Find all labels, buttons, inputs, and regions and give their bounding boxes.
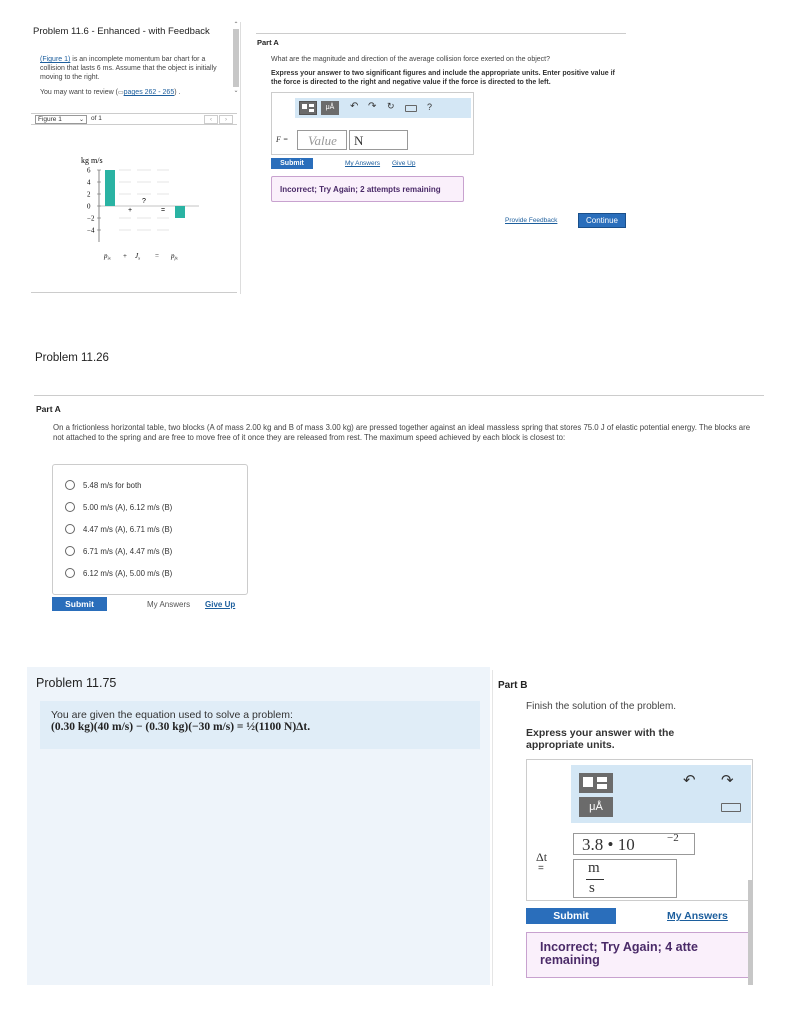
- given-equation: (0.30 kg)(40 m/s) − (0.30 kg)(−30 m/s) = ½(1100 N)Δt.: [51, 721, 311, 733]
- chart-unit-label: kg m/s: [81, 156, 103, 165]
- label-equals: =: [155, 252, 159, 260]
- problem-11-26-submit-button[interactable]: Submit: [52, 597, 107, 611]
- radio-button[interactable]: [65, 524, 75, 534]
- reset-icon[interactable]: ↻: [387, 101, 395, 111]
- label-sub-fx: fx: [174, 255, 178, 261]
- part-b-undo-icon[interactable]: ↶: [683, 772, 696, 789]
- help-icon[interactable]: ?: [427, 102, 433, 112]
- scroll-down-icon: ⌄: [233, 88, 239, 94]
- pages-link[interactable]: pages 262 - 265: [123, 89, 175, 96]
- option-label: 5.48 m/s for both: [83, 480, 142, 490]
- intro-paragraph: [40, 55, 230, 82]
- incorrect-feedback-text: Incorrect; Try Again; 2 attempts remaining: [280, 185, 441, 194]
- part-b-answer-box: [526, 759, 753, 901]
- part-b-my-answers[interactable]: My Answers: [667, 910, 728, 922]
- part-b-feedback-text: Incorrect; Try Again; 4 atte remaining: [540, 940, 698, 967]
- option-row[interactable]: [65, 545, 172, 557]
- part-b-unit-input[interactable]: [573, 859, 677, 898]
- radio-button[interactable]: [65, 546, 75, 556]
- part-b-keyboard-icon[interactable]: [721, 803, 741, 812]
- scroll-up-icon: ⌃: [233, 22, 239, 28]
- part-a-submit-button[interactable]: Submit: [271, 158, 313, 169]
- given-text: You are given the equation used to solve a problem:: [51, 709, 293, 721]
- redo-icon[interactable]: ↷: [368, 101, 377, 112]
- scroll-thumb[interactable]: [233, 29, 239, 87]
- template-icon-b: [309, 104, 314, 107]
- figure-select[interactable]: [35, 115, 87, 124]
- part-a-divider: [256, 33, 626, 34]
- figure-1-link[interactable]: (Figure 1): [40, 56, 71, 63]
- figure-next-button[interactable]: [219, 115, 233, 124]
- label-plus: +: [123, 252, 127, 260]
- chart-equals-sign: =: [161, 207, 166, 214]
- unit-denominator: s: [589, 880, 595, 896]
- unit-input[interactable]: [349, 130, 408, 150]
- part-b-units-label: μÅ: [589, 801, 603, 813]
- problem-11-75-panel: [27, 667, 490, 985]
- figure-select-value: Figure 1: [38, 116, 62, 123]
- problem-11-26-my-answers[interactable]: My Answers: [147, 600, 191, 609]
- part-b-units-button[interactable]: [579, 797, 613, 817]
- option-label: 6.12 m/s (A), 5.00 m/s (B): [83, 568, 173, 578]
- template-icon-c: [309, 109, 314, 112]
- part-b-scrollbar[interactable]: [748, 880, 753, 985]
- units-button-label: μÅ: [325, 104, 335, 111]
- figure-prev-button[interactable]: [204, 115, 218, 124]
- left-panel-scrollbar[interactable]: [232, 22, 240, 102]
- problem-11-75-given-box: [40, 701, 480, 749]
- label-sub-x: x: [138, 255, 141, 261]
- label-p: p: [104, 252, 108, 260]
- y-tick-label: 2: [87, 190, 91, 199]
- radio-button[interactable]: [65, 480, 75, 490]
- equation-toolbar: [295, 98, 471, 118]
- svg-text:pfx: [170, 252, 178, 261]
- y-tick-label: 4: [87, 178, 91, 187]
- part-a-instructions: Express your answer to two significant figures and include the appropriate units. Enter positive value if the force is directed to the right and negative value if the force is directed to the left.: [271, 70, 615, 86]
- label-p-f: p: [171, 252, 175, 260]
- y-tick-label: 0: [87, 202, 91, 211]
- part-b-toolbar: [571, 765, 751, 823]
- part-b-redo-icon[interactable]: ↷: [721, 772, 734, 789]
- label-j: J: [135, 252, 139, 260]
- bar-p-fx: [175, 206, 185, 218]
- option-row[interactable]: [65, 523, 172, 535]
- part-a-question: What are the magnitude and direction of the average collision force exerted on the object?: [271, 56, 551, 63]
- part-b-feedback-box: [526, 932, 753, 978]
- problem-11-75-title: Problem 11.75: [36, 676, 117, 690]
- option-row[interactable]: [65, 479, 142, 491]
- label-sub-ix: ix: [107, 255, 111, 261]
- value-input[interactable]: [297, 130, 347, 150]
- undo-icon[interactable]: ↶: [350, 101, 359, 112]
- y-tick-label: −2: [87, 214, 95, 223]
- problem-11-26-question: On a frictionless horizontal table, two blocks (A of mass 2.00 kg and B of mass 3.00 kg) are pressed together against an ideal massless spring that stores 75.0 J of elastic potential energy. The blocks are not attached to the spring and are free to move free of it once they are released from rest. The maximum speed achieved by each block is closest to:: [53, 423, 751, 442]
- delta-t-label: Δt: [536, 850, 548, 864]
- problem-11-26-give-up[interactable]: Give Up: [205, 600, 236, 609]
- y-tick-label: 6: [87, 166, 91, 175]
- problem-11-26-divider: [34, 395, 764, 396]
- template-button[interactable]: [299, 101, 317, 115]
- incorrect-feedback-box: [271, 176, 464, 202]
- answer-box: [271, 92, 474, 155]
- part-b-panel: [492, 670, 752, 986]
- chevron-down-icon: ⌄: [78, 117, 84, 123]
- part-a-label: Part A: [257, 38, 279, 47]
- svg-text:pix: [103, 252, 111, 261]
- units-button[interactable]: [321, 101, 339, 115]
- my-answers-link[interactable]: My Answers: [345, 160, 381, 167]
- delta-t-equals: =: [538, 863, 544, 874]
- radio-button[interactable]: [65, 568, 75, 578]
- radio-button[interactable]: [65, 502, 75, 512]
- part-b-question: Finish the solution of the problem.: [526, 701, 677, 712]
- chevron-right-icon: ›: [225, 117, 227, 123]
- template-icon-c: [597, 784, 607, 789]
- part-b-value: 3.8 • 10: [582, 835, 635, 854]
- x-axis-labels: [103, 252, 178, 261]
- template-icon-b: [597, 777, 607, 782]
- problem-11-26-title: Problem 11.26: [35, 352, 109, 364]
- chart-plus-sign: +: [128, 207, 133, 214]
- keyboard-icon[interactable]: [405, 105, 417, 112]
- momentum-bar-chart: [71, 154, 221, 264]
- give-up-link[interactable]: Give Up: [392, 160, 416, 167]
- part-b-instructions: Express your answer with the appropriate units.: [526, 727, 675, 751]
- problem-11-6-title: Problem 11.6 - Enhanced - with Feedback: [33, 26, 210, 37]
- review-prefix: You may want to review (: [40, 89, 118, 96]
- intro-text: is an incomplete momentum bar chart for a collision that lasts 6 ms. Assume that the object is initially moving to the right.: [40, 56, 217, 81]
- template-icon: [302, 104, 307, 109]
- force-variable-label: F =: [276, 135, 289, 144]
- problem-11-26-part-label: Part A: [36, 404, 61, 414]
- left-panel-bottom-border: [31, 292, 237, 293]
- figure-nav-bar: [31, 113, 237, 125]
- options-box: [52, 464, 248, 595]
- option-label: 5.00 m/s (A), 6.12 m/s (B): [83, 502, 173, 512]
- option-label: 4.47 m/s (A), 6.71 m/s (B): [83, 524, 173, 534]
- y-tick-label: −4: [87, 226, 95, 235]
- part-b-template-button[interactable]: [579, 773, 613, 793]
- option-row[interactable]: [65, 567, 172, 579]
- book-icon: ▭: [117, 90, 124, 96]
- problem-11-6-left-panel: [31, 22, 241, 294]
- figure-of-count: of 1: [91, 115, 102, 122]
- provide-feedback-link[interactable]: Provide Feedback: [505, 217, 558, 224]
- chevron-left-icon: ‹: [210, 117, 212, 123]
- unit-value: N: [354, 133, 364, 148]
- svg-text:Jx: [135, 252, 140, 261]
- review-suffix: ) .: [174, 89, 181, 96]
- value-placeholder: Value: [308, 133, 337, 148]
- part-b-value-input[interactable]: [573, 833, 695, 855]
- option-label: 6.71 m/s (A), 4.47 m/s (B): [83, 546, 173, 556]
- part-b-label: Part B: [498, 680, 528, 691]
- continue-button[interactable]: Continue: [578, 213, 626, 228]
- option-row[interactable]: [65, 501, 172, 513]
- bar-p-ix: [105, 170, 115, 206]
- chart-question-mark: ?: [142, 198, 146, 205]
- unit-numerator: m: [588, 860, 600, 876]
- part-b-submit-button[interactable]: Submit: [526, 908, 616, 924]
- template-icon: [583, 777, 593, 787]
- review-line: [40, 88, 240, 98]
- part-b-exponent: −2: [667, 832, 679, 844]
